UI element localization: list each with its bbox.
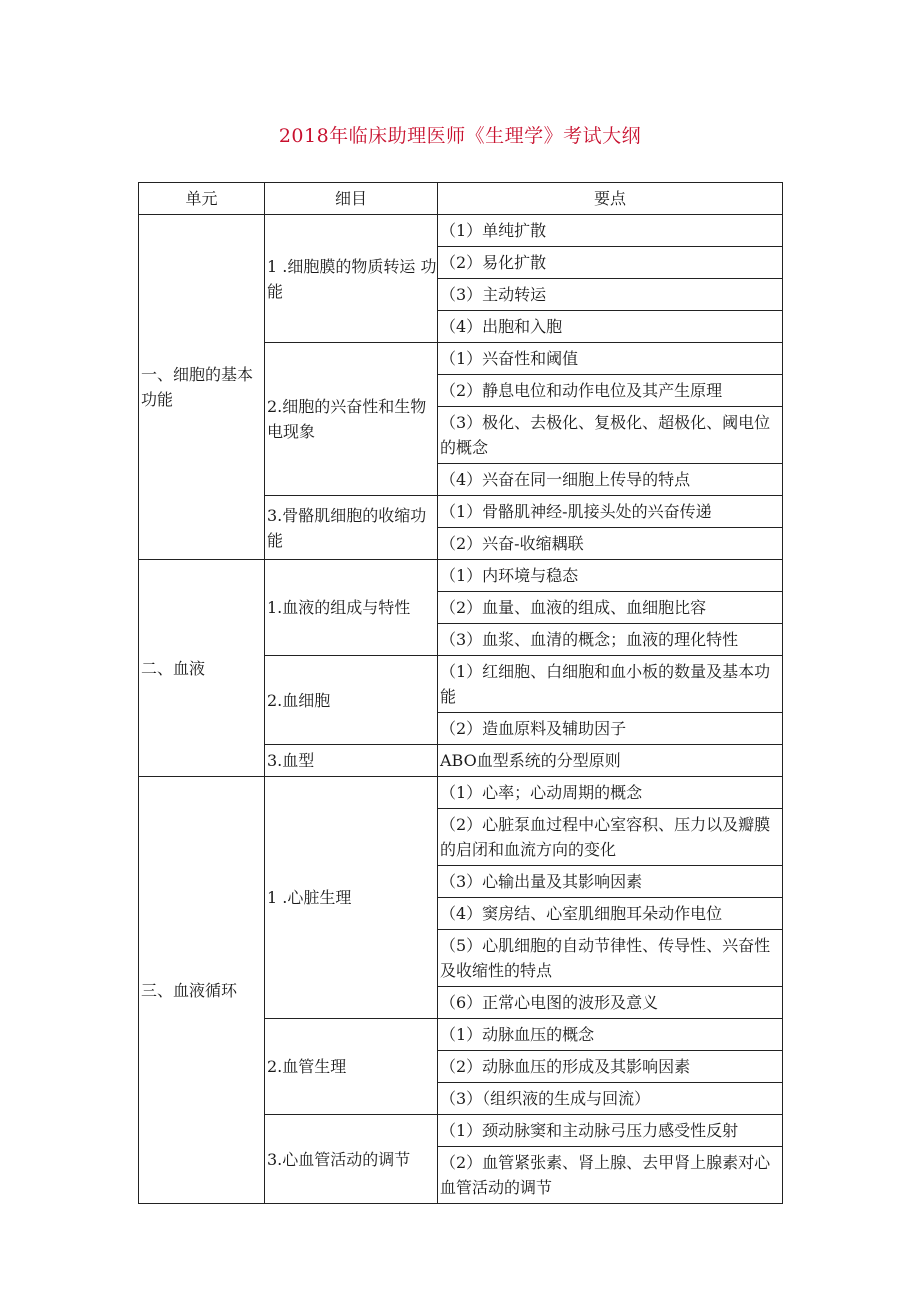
point-cell: （2）易化扩散 [438,247,783,279]
point-cell: （1）颈动脉窦和主动脉弓压力感受性反射 [438,1115,783,1147]
point-cell: （5）心肌细胞的自动节律性、传导性、兴奋性及收缩性的特点 [438,930,783,987]
item-cell: 2.血细胞 [265,656,438,745]
unit-cell: 一、细胞的基本 功能 [139,215,265,560]
point-cell: （1）单纯扩散 [438,215,783,247]
item-cell: 3.血型 [265,745,438,777]
point-cell: （3）血浆、血清的概念；血液的理化特性 [438,624,783,656]
point-cell: （3）极化、去极化、复极化、超极化、阈电位的概念 [438,407,783,464]
table-row [139,215,783,247]
point-cell: （1）兴奋性和阈值 [438,343,783,375]
point-cell: （2）心脏泵血过程中心室容积、压力以及瓣膜的启闭和血流方向的变化 [438,809,783,866]
point-cell: ABO血型系统的分型原则 [438,745,783,777]
point-cell: （4）出胞和入胞 [438,311,783,343]
header-unit: 单元 [139,183,265,215]
unit-cell: 二、血液 [139,560,265,777]
header-point: 要点 [438,183,783,215]
point-cell: （2）动脉血压的形成及其影响因素 [438,1051,783,1083]
point-cell: （2）血量、血液的组成、血细胞比容 [438,592,783,624]
point-cell: （1）红细胞、白细胞和血小板的数量及基本功能 [438,656,783,713]
table-row [139,560,783,592]
header-item: 细目 [265,183,438,215]
point-cell: （2）造血原料及辅助因子 [438,713,783,745]
unit-cell: 三、血液循环 [139,777,265,1204]
point-cell: （4）兴奋在同一细胞上传导的特点 [438,464,783,496]
point-cell: （1）动脉血压的概念 [438,1019,783,1051]
table-row [139,777,783,809]
item-cell: 1.血液的组成与特性 [265,560,438,656]
point-cell: （4）窦房结、心室肌细胞耳朵动作电位 [438,898,783,930]
point-cell: （2）静息电位和动作电位及其产生原理 [438,375,783,407]
table-header-row [139,183,783,215]
point-cell: （1）内环境与稳态 [438,560,783,592]
point-cell: （6）正常心电图的波形及意义 [438,987,783,1019]
item-cell: 1 .心脏生理 [265,777,438,1019]
item-cell: 3.心血管活动的调节 [265,1115,438,1204]
point-cell: （2）血管紧张素、肾上腺、去甲肾上腺素对心血管活动的调节 [438,1147,783,1204]
point-cell: （3）心输出量及其影响因素 [438,866,783,898]
point-cell: （3）（组织液的生成与回流） [438,1083,783,1115]
syllabus-table [138,182,783,1204]
item-cell: 2.细胞的兴奋性和生物电现象 [265,343,438,496]
item-cell: 3.骨骼肌细胞的收缩功能 [265,496,438,560]
point-cell: （1）心率；心动周期的概念 [438,777,783,809]
point-cell: （1）骨骼肌神经-肌接头处的兴奋传递 [438,496,783,528]
page-title: 2018年临床助理医师《生理学》考试大纲 [278,125,642,147]
item-cell: 1 .细胞膜的物质转运 功能 [265,215,438,343]
item-cell: 2.血管生理 [265,1019,438,1115]
point-cell: （2）兴奋-收缩耦联 [438,528,783,560]
point-cell: （3）主动转运 [438,279,783,311]
